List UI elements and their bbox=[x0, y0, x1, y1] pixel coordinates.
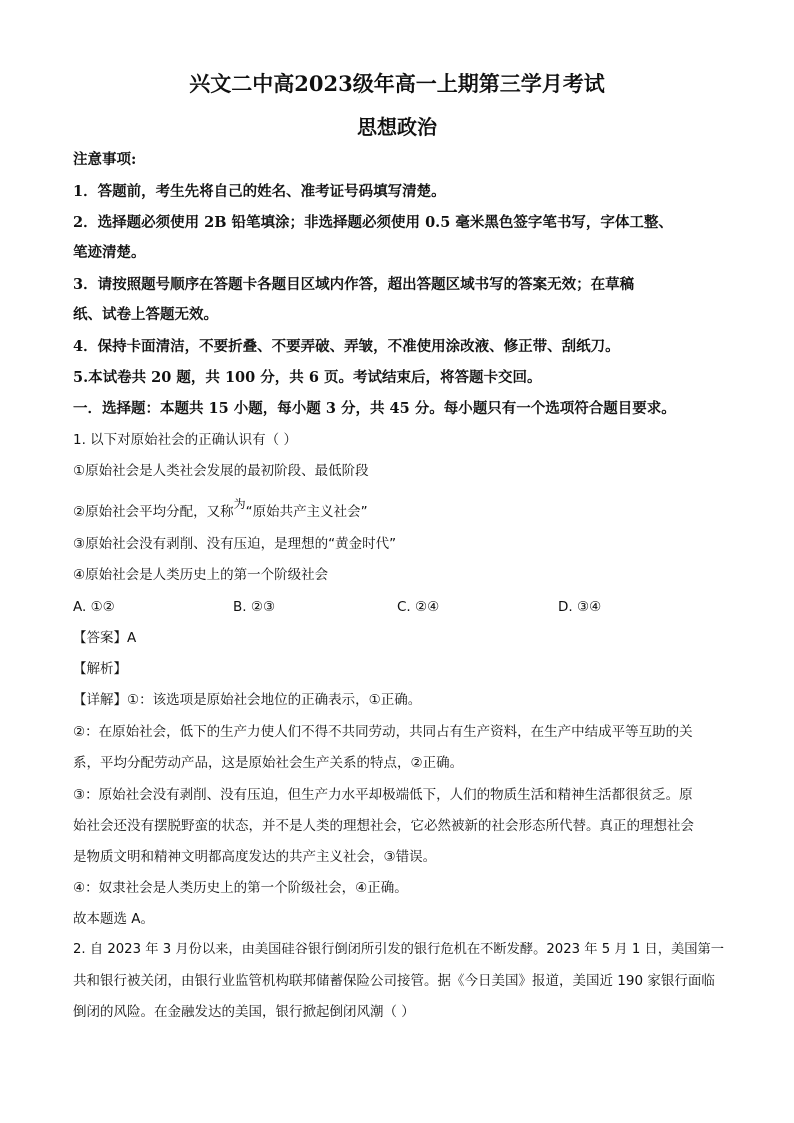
q1-stem: 1. 以下对原始社会的正确认识有（ ） bbox=[73, 432, 297, 448]
q1-statement-2 bbox=[73, 497, 368, 522]
notice-item: 1．答题前，考生先将自己的姓名、准考证号码填写清楚。 bbox=[73, 183, 446, 200]
q1-option-d: D. ③④ bbox=[558, 599, 602, 615]
q1-analysis-label: 【解析】 bbox=[73, 661, 127, 677]
q1-statement-4: ④原始社会是人类历史上的第一个阶级社会 bbox=[73, 567, 329, 583]
q2-stem-line: 倒闭的风险。在金融发达的美国，银行掀起倒闭风潮（ ） bbox=[73, 1004, 415, 1020]
notice-heading: 注意事项: bbox=[73, 151, 137, 168]
q1-detail-line: ④：奴隶社会是人类历史上的第一个阶级社会，④正确。 bbox=[73, 880, 408, 896]
q1-statement-2-sup: 为 bbox=[233, 497, 246, 511]
q2-stem-line: 共和银行被关闭，由银行业监管机构联邦储蓄保险公司接管。据《今日美国》报道，美国近 190 家银行面临 bbox=[73, 973, 715, 989]
q1-statement-1: ①原始社会是人类社会发展的最初阶段、最低阶段 bbox=[73, 463, 369, 479]
q1-detail-line: ②：在原始社会，低下的生产力使人们不得不共同劳动，共同占有生产资料，在生产中结成平等互助的关 bbox=[73, 724, 693, 740]
notice-item: 5.本试卷共 20 题，共 100 分，共 6 页。考试结束后，将答题卡交回。 bbox=[73, 369, 542, 386]
notice-item: 2．选择题必须使用 2B 铅笔填涂；非选择题必须使用 0.5 毫米黑色签字笔书写，字体工整、 bbox=[73, 214, 673, 231]
q1-detail-line: 是物质文明和精神文明都高度发达的共产主义社会，③错误。 bbox=[73, 849, 437, 865]
q1-detail-line: 系，平均分配劳动产品，这是原始社会生产关系的特点，②正确。 bbox=[73, 755, 464, 771]
notice-item: 笔迹清楚。 bbox=[73, 244, 146, 261]
q1-detail-line: 故本题选 A。 bbox=[73, 911, 155, 927]
q1-option-c: C. ②④ bbox=[397, 599, 440, 615]
q1-statement-2-post: “原始共产主义社会” bbox=[245, 504, 368, 520]
notice-item: 3．请按照题号顺序在答题卡各题目区域内作答，超出答题区域书写的答案无效；在草稿 bbox=[73, 276, 635, 293]
q1-detail-line: 【详解】①：该选项是原始社会地位的正确表示，①正确。 bbox=[73, 692, 422, 708]
q1-statement-2-pre: ②原始社会平均分配，又称 bbox=[73, 504, 234, 520]
q2-stem-line: 2. 自 2023 年 3 月份以来，由美国硅谷银行倒闭所引发的银行危机在不断发酵。2023 年 5 月 1 日，美国第一 bbox=[73, 942, 724, 957]
q1-answer: 【答案】A bbox=[73, 630, 137, 646]
q1-detail-line: 始社会还没有摆脱野蛮的状态，并不是人类的理想社会，它必然被新的社会形态所代替。真正的理想社会 bbox=[73, 818, 694, 834]
q1-option-b: B. ②③ bbox=[233, 599, 276, 615]
section-heading: 一．选择题：本题共 15 小题，每小题 3 分，共 45 分。每小题只有一个选项符合题目要求。 bbox=[73, 400, 676, 417]
notice-item: 纸、试卷上答题无效。 bbox=[73, 306, 218, 323]
exam-title: 兴文二中高2023级年高一上期第三学月考试 bbox=[189, 71, 605, 96]
q1-detail-line: ③：原始社会没有剥削、没有压迫，但生产力水平却极端低下，人们的物质生活和精神生活都很贫乏。原 bbox=[73, 787, 693, 803]
q1-option-a: A. ①② bbox=[73, 599, 115, 615]
subject-title: 思想政治 bbox=[357, 115, 437, 139]
notice-item: 4．保持卡面清洁，不要折叠、不要弄破、弄皱，不准使用涂改液、修正带、刮纸刀。 bbox=[73, 338, 620, 355]
q1-statement-3: ③原始社会没有剥削、没有压迫，是理想的“黄金时代” bbox=[73, 536, 397, 552]
